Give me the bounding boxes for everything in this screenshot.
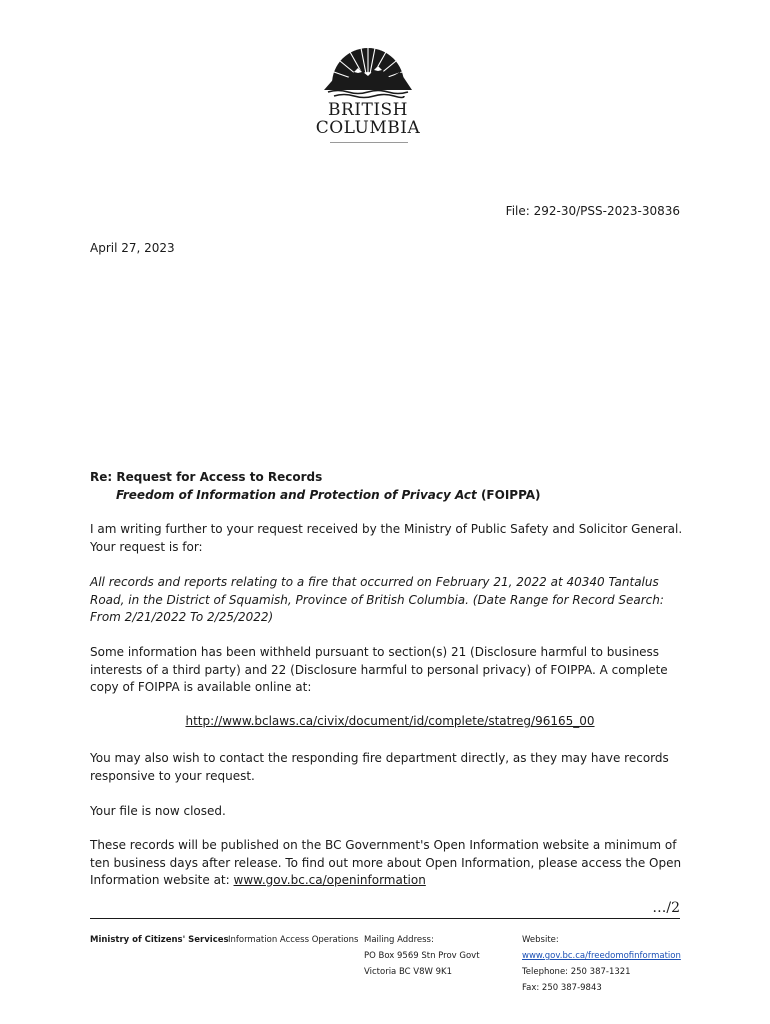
paragraph-fire-department: You may also wish to contact the responding fire department directly, as they may have records responsive to your request.: [90, 751, 669, 783]
act-name: Freedom of Information and Protection of Privacy Act: [116, 487, 477, 502]
paragraph-intro: I am writing further to your request received by the Ministry of Public Safety and Solicitor General. Your request is for:: [90, 522, 683, 554]
footer-telephone: Telephone: 250 387-1321: [522, 967, 631, 977]
foippa-link-row: [90, 714, 690, 728]
act-reference: [90, 487, 690, 505]
subject-line: Re: Request for Access to Records: [90, 470, 323, 484]
logo-divider: [330, 142, 408, 143]
footer-mailing-address: [364, 932, 480, 980]
footer-mailing-label: Mailing Address:: [364, 935, 434, 945]
act-abbreviation: (FOIPPA): [480, 487, 541, 502]
open-information-text: These records will be published on the BC Government's Open Information website a minimum of ten business days after release. To find out more about Open Information, please access the Open Information website at:: [90, 838, 682, 887]
footer-divider: [90, 918, 680, 919]
subject-block: [90, 469, 690, 504]
footer-website-link[interactable]: www.gov.bc.ca/freedomofinformation: [522, 951, 681, 961]
footer-ministry: Ministry of Citizens' Services: [90, 935, 229, 945]
paragraph-request: All records and reports relating to a fire that occurred on February 21, 2022 at 40340 Tantalus Road, in the District of Squamish, Province of British Columbia. (Date Range for Record Search: From 2/21/2022 To 2/25/2022): [90, 575, 664, 624]
footer-office: Information Access Operations: [228, 935, 359, 945]
logo-text-british: BRITISH: [327, 100, 409, 120]
bc-government-logo: [314, 46, 422, 146]
footer-fax: Fax: 250 387-9843: [522, 983, 602, 993]
foippa-link[interactable]: http://www.bclaws.ca/civix/document/id/complete/statreg/96165_00: [185, 714, 595, 728]
footer-mailing-line1: PO Box 9569 Stn Prov Govt: [364, 951, 480, 961]
footer-website-label: Website:: [522, 935, 559, 945]
open-information-link[interactable]: www.gov.bc.ca/openinformation: [233, 873, 426, 887]
paragraph-file-closed: Your file is now closed.: [90, 804, 226, 818]
sun-mountains-icon: [314, 46, 422, 100]
file-reference: File: 292-30/PSS-2023-30836: [505, 204, 680, 218]
paragraph-withheld: Some information has been withheld pursuant to section(s) 21 (Disclosure harmful to business interests of a third party) and 22 (Disclosure harmful to personal privacy) of FOIPPA. A complete copy of FOIPPA is available online at:: [90, 645, 668, 694]
logo-text-columbia: COLUMBIA: [315, 118, 421, 138]
letter-date: April 27, 2023: [90, 241, 175, 255]
footer-contact: [522, 932, 681, 996]
page-continuation: …/2: [652, 900, 680, 916]
footer-mailing-line2: Victoria BC V8W 9K1: [364, 967, 453, 977]
paragraph-open-information: [90, 837, 690, 890]
